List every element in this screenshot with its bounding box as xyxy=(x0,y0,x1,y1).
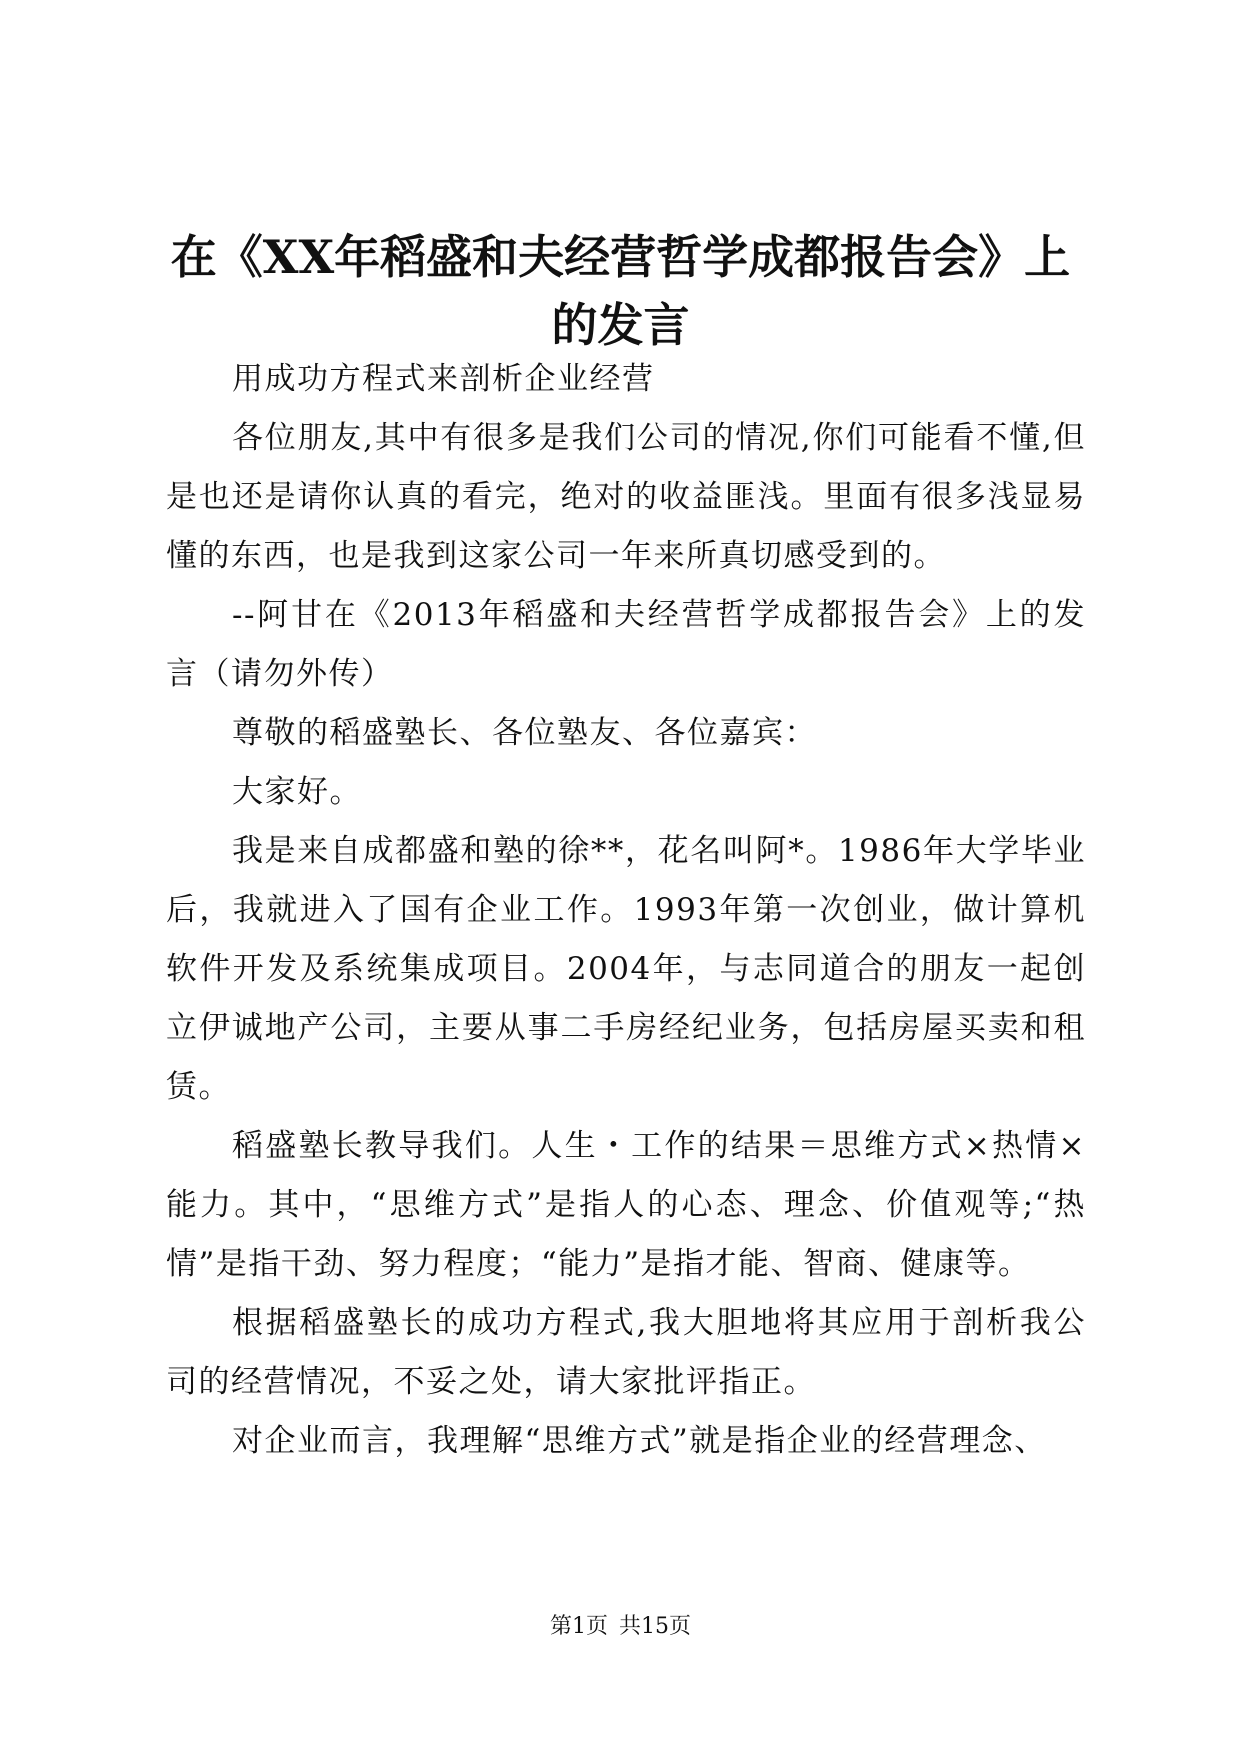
paragraph-equation: 稻盛塾长教导我们。人生・工作的结果＝思维方式×热情×能力。其中，“思维方式”是指人的心态、理念、价值观等;“热情”是指干劲、努力程度；“能力”是指才能、智商、健康等。 xyxy=(166,1128,1086,1282)
paragraph-subtitle: 用成功方程式来剖析企业经营 xyxy=(232,361,655,397)
page-footer xyxy=(0,1612,1241,1642)
paragraph-thinking: 对企业而言，我理解“思维方式”就是指企业的经营理念、 xyxy=(232,1423,1047,1459)
page-total: 共15页 xyxy=(619,1614,691,1639)
document-body xyxy=(166,350,1086,1471)
document-title: 在《XX年稻盛和夫经营哲学成都报告会》上的发言 xyxy=(170,229,1071,352)
page-number: 第1页 xyxy=(550,1614,608,1639)
paragraph-hello: 大家好。 xyxy=(232,774,362,810)
paragraph-greeting: 尊敬的稻盛塾长、各位塾友、各位嘉宾： xyxy=(232,715,817,751)
paragraph-self-intro: 我是来自成都盛和塾的徐**，花名叫阿*。1986年大学毕业后，我就进入了国有企业工作。1993年第一次创业，做计算机软件开发及系统集成项目。2004年，与志同道合的朋友一起创立伊诚地产公司，主要从事二手房经纪业务，包括房屋买卖和租赁。 xyxy=(166,833,1086,1105)
paragraph-source: --阿甘在《2013年稻盛和夫经营哲学成都报告会》上的发言（请勿外传） xyxy=(166,597,1086,692)
paragraph-application: 根据稻盛塾长的成功方程式,我大胆地将其应用于剖析我公司的经营情况，不妥之处，请大家批评指正。 xyxy=(166,1305,1086,1400)
paragraph-intro: 各位朋友,其中有很多是我们公司的情况,你们可能看不懂,但是也还是请你认真的看完，绝对的收益匪浅。里面有很多浅显易懂的东西，也是我到这家公司一年来所真切感受到的。 xyxy=(166,420,1086,574)
